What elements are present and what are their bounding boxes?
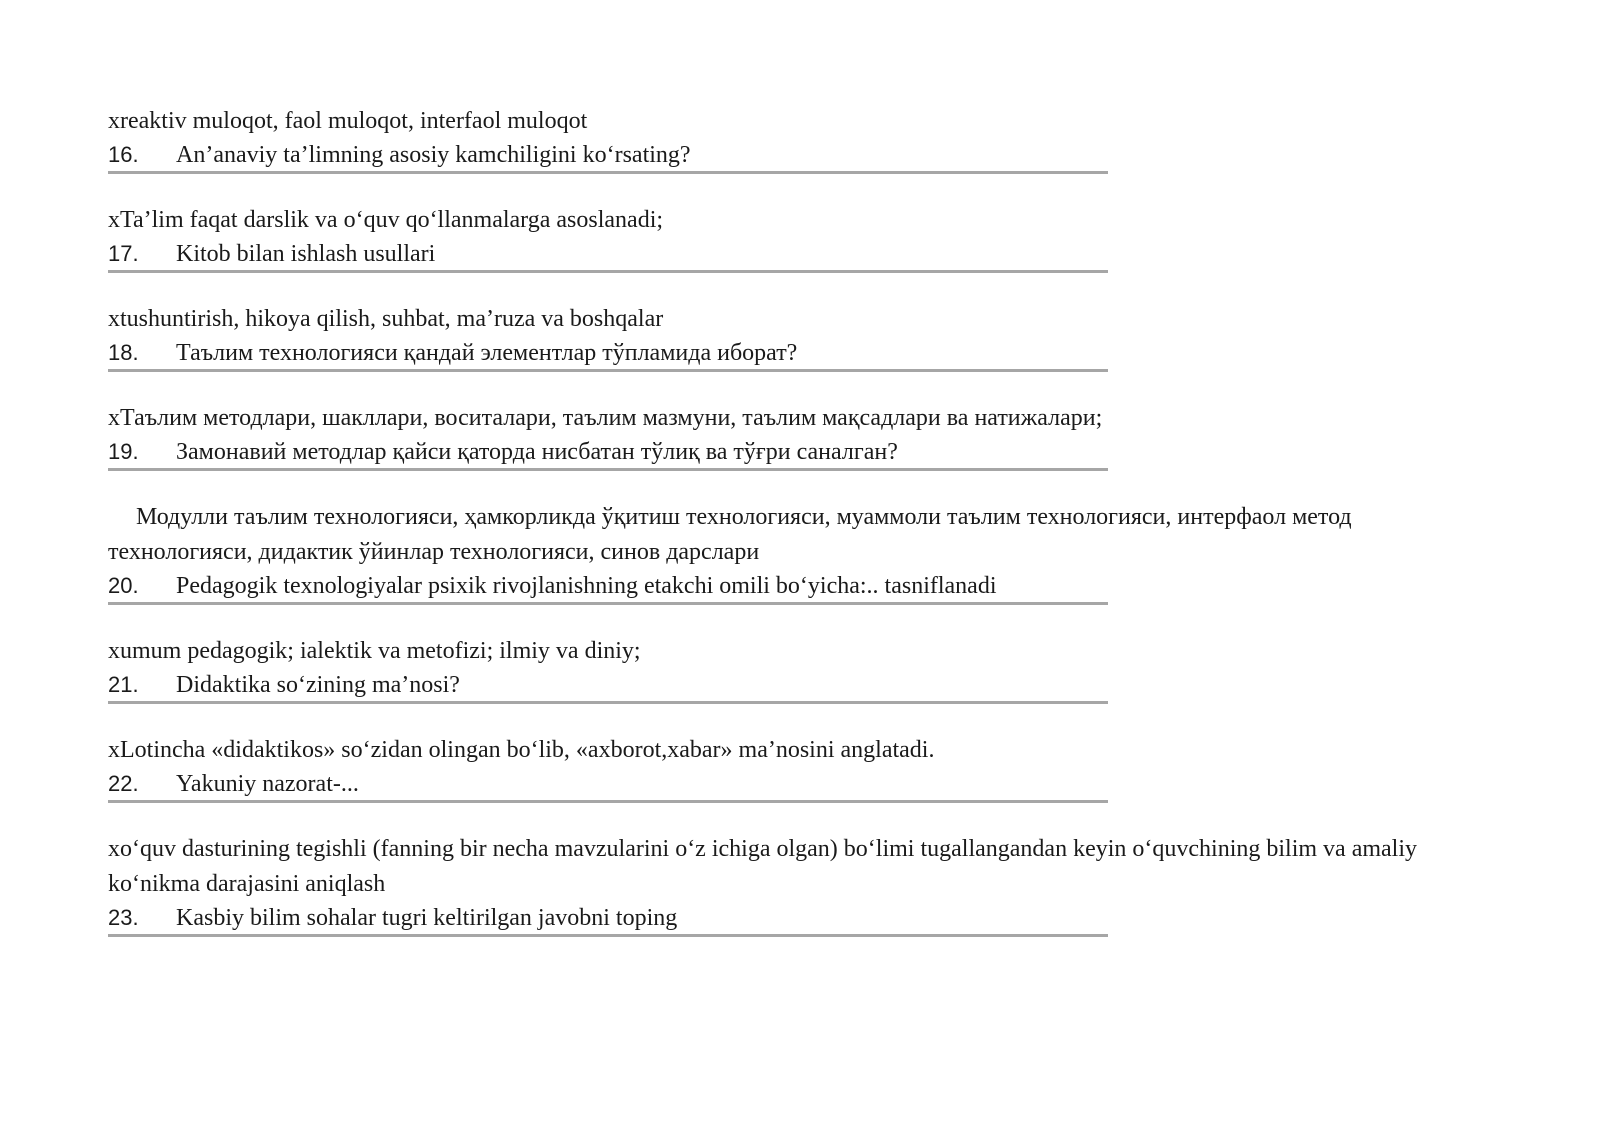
question-text: An’anaviy ta’limning asosiy kamchiligini ko‘rsating?: [176, 142, 691, 168]
answer-text: xtushuntirish, hikoya qilish, suhbat, ma’ruza va boshqalar: [108, 306, 664, 332]
answer-text: xo‘quv dasturining tegishli (fanning bir necha mavzularini o‘z ichiga olgan) bo‘limi tugallangandan keyin o‘quvchining bilim va amaliy ko‘nikma darajasini aniqlash: [108, 836, 1417, 897]
question-text: Didaktika so‘zining ma’nosi?: [176, 672, 460, 698]
question-text: Замонавий методлар қайси қаторда нисбатан тўлиқ ва тўғри саналган?: [176, 439, 898, 465]
question-row: [108, 668, 1108, 704]
question-row: [108, 569, 1108, 605]
question-number: 18.: [108, 340, 139, 365]
question-number: 19.: [108, 439, 139, 464]
question-text: Таълим технологияси қандай элементлар тўпламида иборат?: [176, 340, 798, 366]
question-text: Kitob bilan ishlash usullari: [176, 241, 436, 267]
question-number: 22.: [108, 771, 139, 796]
question-number: 21.: [108, 672, 139, 697]
question-row: [108, 138, 1108, 174]
question-text: Yakuniy nazorat-...: [176, 771, 359, 797]
question-row: [108, 237, 1108, 273]
question-number: 23.: [108, 905, 139, 930]
question-row: [108, 767, 1108, 803]
question-text: Kasbiy bilim sohalar tugri keltirilgan javobni toping: [176, 905, 678, 931]
question-row: [108, 336, 1108, 372]
answer-text: xTa’lim faqat darslik va o‘quv qo‘llanmalarga asoslanadi;: [108, 207, 664, 233]
answer-text: xLotincha «didaktikos» so‘zidan olingan bo‘lib, «axborot,xabar» ma’nosini anglatadi.: [108, 737, 935, 763]
question-number: 17.: [108, 241, 139, 266]
question-row: [108, 435, 1108, 471]
question-number: 20.: [108, 573, 139, 598]
question-row: [108, 901, 1108, 937]
question-number: 16.: [108, 142, 139, 167]
answer-text: xТаълим методлари, шакллари, воситалари, таълим мазмуни, таълим мақсадлари ва натижалари;: [108, 405, 1103, 431]
answer-text: xumum pedagogik; ialektik va metofizi; ilmiy va diniy;: [108, 638, 641, 664]
answer-text: Модулли таълим технологияси, ҳамкорликда ўқитиш технологияси, муаммоли таълим технологияси, интерфаол метод технологияси, дидактик ўйинлар технологияси, синов дарслари: [108, 504, 1352, 565]
answer-text: xreaktiv muloqot, faol muloqot, interfaol muloqot: [108, 108, 588, 134]
question-text: Pedagogik texnologiyalar psixik rivojlanishning etakchi omili bo‘yicha:.. tasniflanadi: [176, 573, 997, 599]
